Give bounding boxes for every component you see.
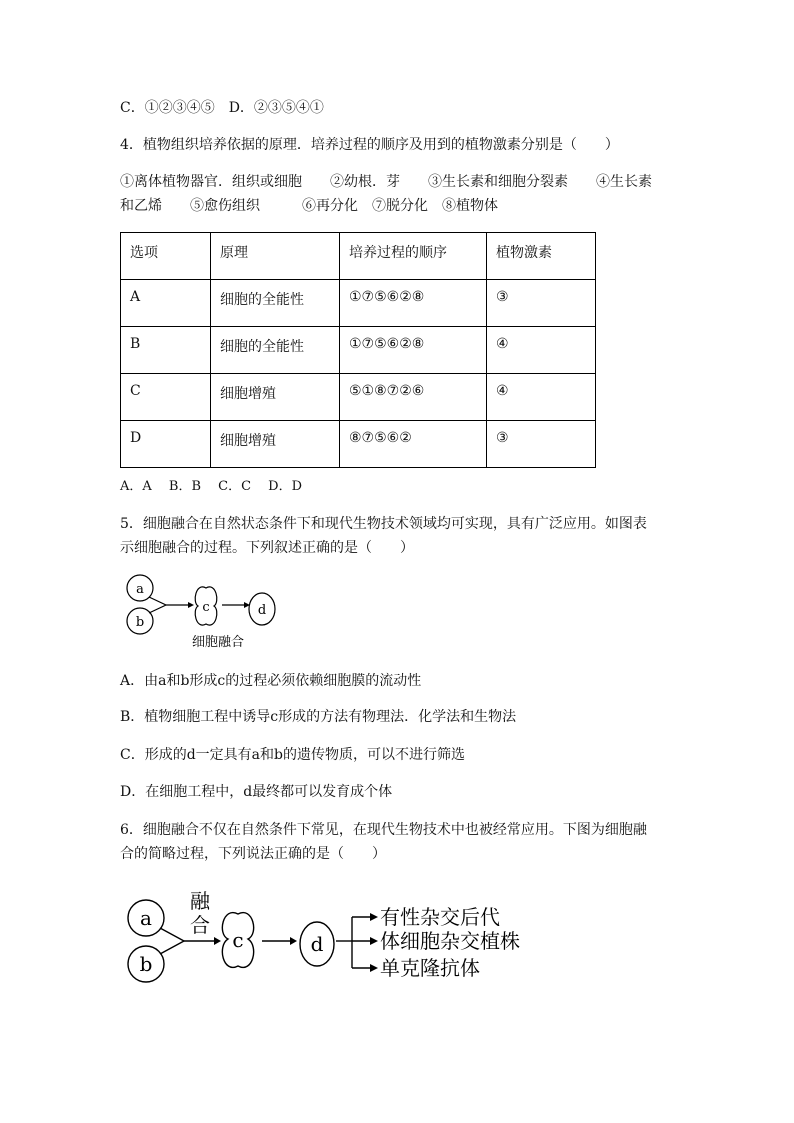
table-cell: 细胞的全能性 bbox=[211, 280, 340, 327]
table-header: 培养过程的顺序 bbox=[340, 233, 487, 280]
table-row bbox=[121, 421, 596, 468]
label-a: a bbox=[136, 582, 144, 597]
merge-bracket bbox=[160, 928, 184, 954]
q4-items-line1: ①离体植物器官．组织或细胞 ②幼根．芽 ③生长素和细胞分裂素 ④生长素 bbox=[120, 174, 652, 190]
q4-options: A．A B．B C．C D．D bbox=[120, 479, 303, 494]
label-a: a bbox=[140, 906, 152, 930]
q4-items-line2: 和乙烯 ⑤愈伤组织 ⑥再分化 ⑦脱分化 ⑧植物体 bbox=[120, 198, 498, 214]
table-cell: C bbox=[121, 374, 211, 421]
table-cell: B bbox=[121, 327, 211, 374]
table-cell: ③ bbox=[487, 421, 596, 468]
label-fuse-2: 合 bbox=[190, 913, 210, 937]
q5-stem-line1: 5．细胞融合在自然状态条件下和现代生物技术领域均可实现，具有广泛应用。如图表 bbox=[120, 516, 647, 532]
label-b: b bbox=[135, 615, 145, 630]
table-row bbox=[121, 327, 596, 374]
label-d: d bbox=[310, 932, 324, 956]
output-sexual-hybrid: 有性杂交后代 bbox=[380, 905, 500, 929]
q4-stem: 4．植物组织培养依据的原理．培养过程的顺序及用到的植物激素分别是（ ） bbox=[120, 137, 619, 153]
table-header-row bbox=[121, 233, 596, 280]
label-c: c bbox=[202, 600, 210, 615]
q3-option-cd: C．①②③④⑤ D．②③⑤④① bbox=[120, 100, 324, 116]
output-somatic-hybrid: 体细胞杂交植株 bbox=[380, 929, 520, 953]
q6-fusion-diagram bbox=[120, 884, 540, 994]
q5-option-d: D．在细胞工程中，d最终都可以发育成个体 bbox=[120, 784, 393, 800]
table-cell: ⑧⑦⑤⑥② bbox=[340, 421, 487, 468]
table-cell: 细胞的全能性 bbox=[211, 327, 340, 374]
table-row bbox=[121, 374, 596, 421]
q5-option-c: C．形成的d一定具有a和b的遗传物质，可以不进行筛选 bbox=[120, 747, 465, 763]
table-cell: ④ bbox=[487, 374, 596, 421]
diagram-caption: 细胞融合 bbox=[191, 635, 245, 650]
q5-fusion-diagram bbox=[118, 568, 298, 658]
table-cell: ①⑦⑤⑥②⑧ bbox=[340, 280, 487, 327]
table-row bbox=[121, 280, 596, 327]
label-d: d bbox=[257, 603, 267, 618]
label-b: b bbox=[139, 952, 153, 976]
q4-table bbox=[120, 232, 596, 468]
label-fuse-1: 融 bbox=[190, 889, 210, 913]
q5-option-a: A．由a和b形成c的过程必须依赖细胞膜的流动性 bbox=[120, 673, 422, 689]
q6-stem-line2: 合的简略过程，下列说法正确的是（ ） bbox=[120, 846, 386, 862]
table-cell: 细胞增殖 bbox=[211, 421, 340, 468]
table-cell: ①⑦⑤⑥②⑧ bbox=[340, 327, 487, 374]
table-cell: ④ bbox=[487, 327, 596, 374]
q6-stem-line1: 6．细胞融合不仅在自然条件下常见，在现代生物技术中也被经常应用。下图为细胞融 bbox=[120, 822, 647, 838]
table-cell: ③ bbox=[487, 280, 596, 327]
table-cell: 细胞增殖 bbox=[211, 374, 340, 421]
table-cell: D bbox=[121, 421, 211, 468]
merge-bracket bbox=[149, 597, 166, 613]
table-header: 植物激素 bbox=[487, 233, 596, 280]
table-cell: ⑤①⑧⑦②⑥ bbox=[340, 374, 487, 421]
table-cell: A bbox=[121, 280, 211, 327]
table-header: 选项 bbox=[121, 233, 211, 280]
table-header: 原理 bbox=[211, 233, 340, 280]
output-monoclonal-antibody: 单克隆抗体 bbox=[380, 956, 480, 980]
label-c: c bbox=[232, 928, 244, 952]
q5-option-b: B．植物细胞工程中诱导c形成的方法有物理法．化学法和生物法 bbox=[120, 709, 517, 725]
q5-stem-line2: 示细胞融合的过程。下列叙述正确的是（ ） bbox=[120, 540, 414, 556]
